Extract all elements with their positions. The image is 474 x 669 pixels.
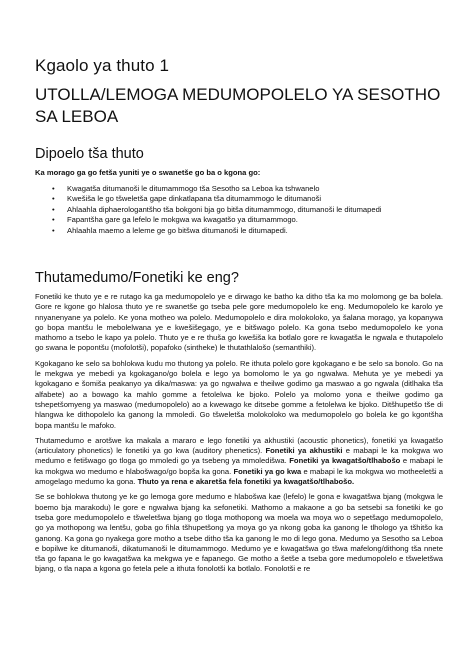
paragraph-1: Fonetiki ke thuto ye e re rutago ka ga medumopolelo ye e dirwago ke batho ka ditho tša ka mo molomong ge ba bolela. Gore re kgone go hlalosa thuto ye re swanetše go tseba pele gore medumopolelo ke eng. Medumopolelo ke karolo ye nnyanenyane ya polelo. Ke yona motheo wa polelo. Medumopolelo e dira molokoloko, ya šalana moragọ, ya kopanywa go bopa mantšu le mebolelwana ye e kwešišegago, ye e bitšwago polelo. Ka gona tsebo medumopolelo ke yona mathomo a tsebo le kapo ya polelo. Thuto ye e re thuša go kwešiša ka botlalo gore re kwagatša le ngwala e thutapolelo go swana le popontšu (mofolotši), popafoko (sintheke) le thutathlalošo (semanthiki). xyxy=(35,292,443,353)
paragraph-3 xyxy=(35,436,443,487)
objectives-list xyxy=(52,184,432,236)
objective-item: • Ahlaahla maemo a leleme ge go bitšwa ditumanoši le ditumapedi. xyxy=(52,226,432,236)
section-body xyxy=(35,292,443,580)
paragraph-2: Kgokagano ke selo sa bohlokwa kudu mo thutong ya polelo. Re ithuta polelo gore kgokagano e be selo sa bonolo. Go na le mekgwa ye mebedi ya kgokagano/go bolela e lego ya bomolomo le ya go ngwalwa. Mehuta ye ye mebedi ya kgokagano e šomiša peakanyo ya dika/maswa: ya go ngwalwa e theilwe godimo ga maswao a go ngwala (ditlhaka tša alfabete) ao a bowago ka mahlo gomme a fetolelwa ke bjoko. Polelo ya molomo yona e theilwe godimo ga tshepetšomyeng ya maswao (medumopolelo) ao a kwewago ke ditsebe gomme a fetolelwa ke bjoko. Ditšhupetšo tše di hlangwa ke dithopolelo ka ganong la mmoledi. Go tšweletša molokoloko wa medumopolelo go bolela ke go kgontšha bopa mantšu le mafoko. xyxy=(35,358,443,430)
scope-statement: Thuto ya rena e akaretša fela fonetiki ya kwagatšo/tlhabošo. xyxy=(137,477,355,487)
paragraph-3-text: e mabapi le ka mokgwa wo medumo e hlabošwago/go bopša ka gona. xyxy=(35,456,443,476)
paragraph-4: Se se bohlokwa thutong ye ke go lemoga gore medumo e hlabošwa kae (lefelo) le gona e kwagatšwa bjang (mokgwa le boemo bja marakodu) le gore e ngwalwa bjang ka sefonetiki. Mathomo a makaone a go ba setsebi sa fonetiki ke go tseba gore medumopolelo e tšweletšwa bjang go tloga mothopong wa moela wa moya wo o sepetšago medumopolelo, go ya mothopong wa lentšu, goba go fihla tšhupetšong ya moya go ya nkong goba ka ganong le tlhologo ya tšhitšo ka ganong. Ka gona go nyakega gore motho a tsebe ditho tša ka ganong le mo di lego gona. Medumo ya Sesotho sa Leboa e bopilwe ke ditumanoši, dikatumanoši le ditumammogo. Medumo ye e kwagatšwa go tšwa mafelong/dithong tša nnete tša go fapana le go kwagatšwa ka mekgwa ye e fapanego. Ge motho a šetše a tseba gore medumopolelo e tšweletšwa bjang, o tla napa a kgona go fetela pele a ithuta fonolotši ka botlalo. Fonolotši e re xyxy=(35,492,443,574)
term-auditory-phonetics: Fonetiki ya go kwa xyxy=(233,466,302,476)
objectives-lead: Ka morago ga go fetša yuniti ye o swanetše go ba o kgona go: xyxy=(35,168,261,177)
objective-item: • Kwešiša le go tšweletša gape dinkatlapana tša ditumammogo le ditumanoši xyxy=(52,194,432,204)
objective-item: • Kwagatša ditumanoši le ditumammogo tša Sesotho sa Leboa ka tshwanelo xyxy=(52,184,432,194)
objectives-heading: Dipoelo tša thuto xyxy=(35,146,144,162)
term-articulatory-phonetics: Fonetiki ya kwagatšo/tlhabošo xyxy=(289,456,401,466)
chapter-subtitle: UTOLLA/LEMOGA MEDUMOPOLELO YA SESOTHO SA LEBOA xyxy=(35,85,441,126)
paragraph-3-text: Thutamedumo e arotšwe ka makala a mararo e lego fonetiki ya akhustiki (acoustic phonetics), fonetiki ya kwagatšo (articulatory phonetics) le fonetiki ya go kwa (auditory phenetics). xyxy=(35,435,443,456)
objective-item: • Fapantšha gare ga lefelo le mokgwa wa kwagatšo ya ditumammogo. xyxy=(52,215,432,225)
paragraph-3-text: e mabapi le ka mokgwa wo medumo e fetišwago go tloga go mmoledi go ya tsebeng ya mmoledišwa. xyxy=(35,446,444,466)
section-heading: Thutamedumo/Fonetiki ke eng? xyxy=(35,270,239,286)
term-acoustic-phonetics: Fonetiki ya akhustiki xyxy=(265,446,343,456)
paragraph-3-text: e mabapi le ka mokgwa wo motheeletši a amogelago medumo ka gona. xyxy=(35,466,443,487)
objective-item: • Ahlaahla diphaerologantšho tša bokgoni bja go bitša ditumammogo, ditumanoši le ditumapedi xyxy=(52,205,432,215)
chapter-title: Kgaolo ya thuto 1 xyxy=(35,56,170,75)
